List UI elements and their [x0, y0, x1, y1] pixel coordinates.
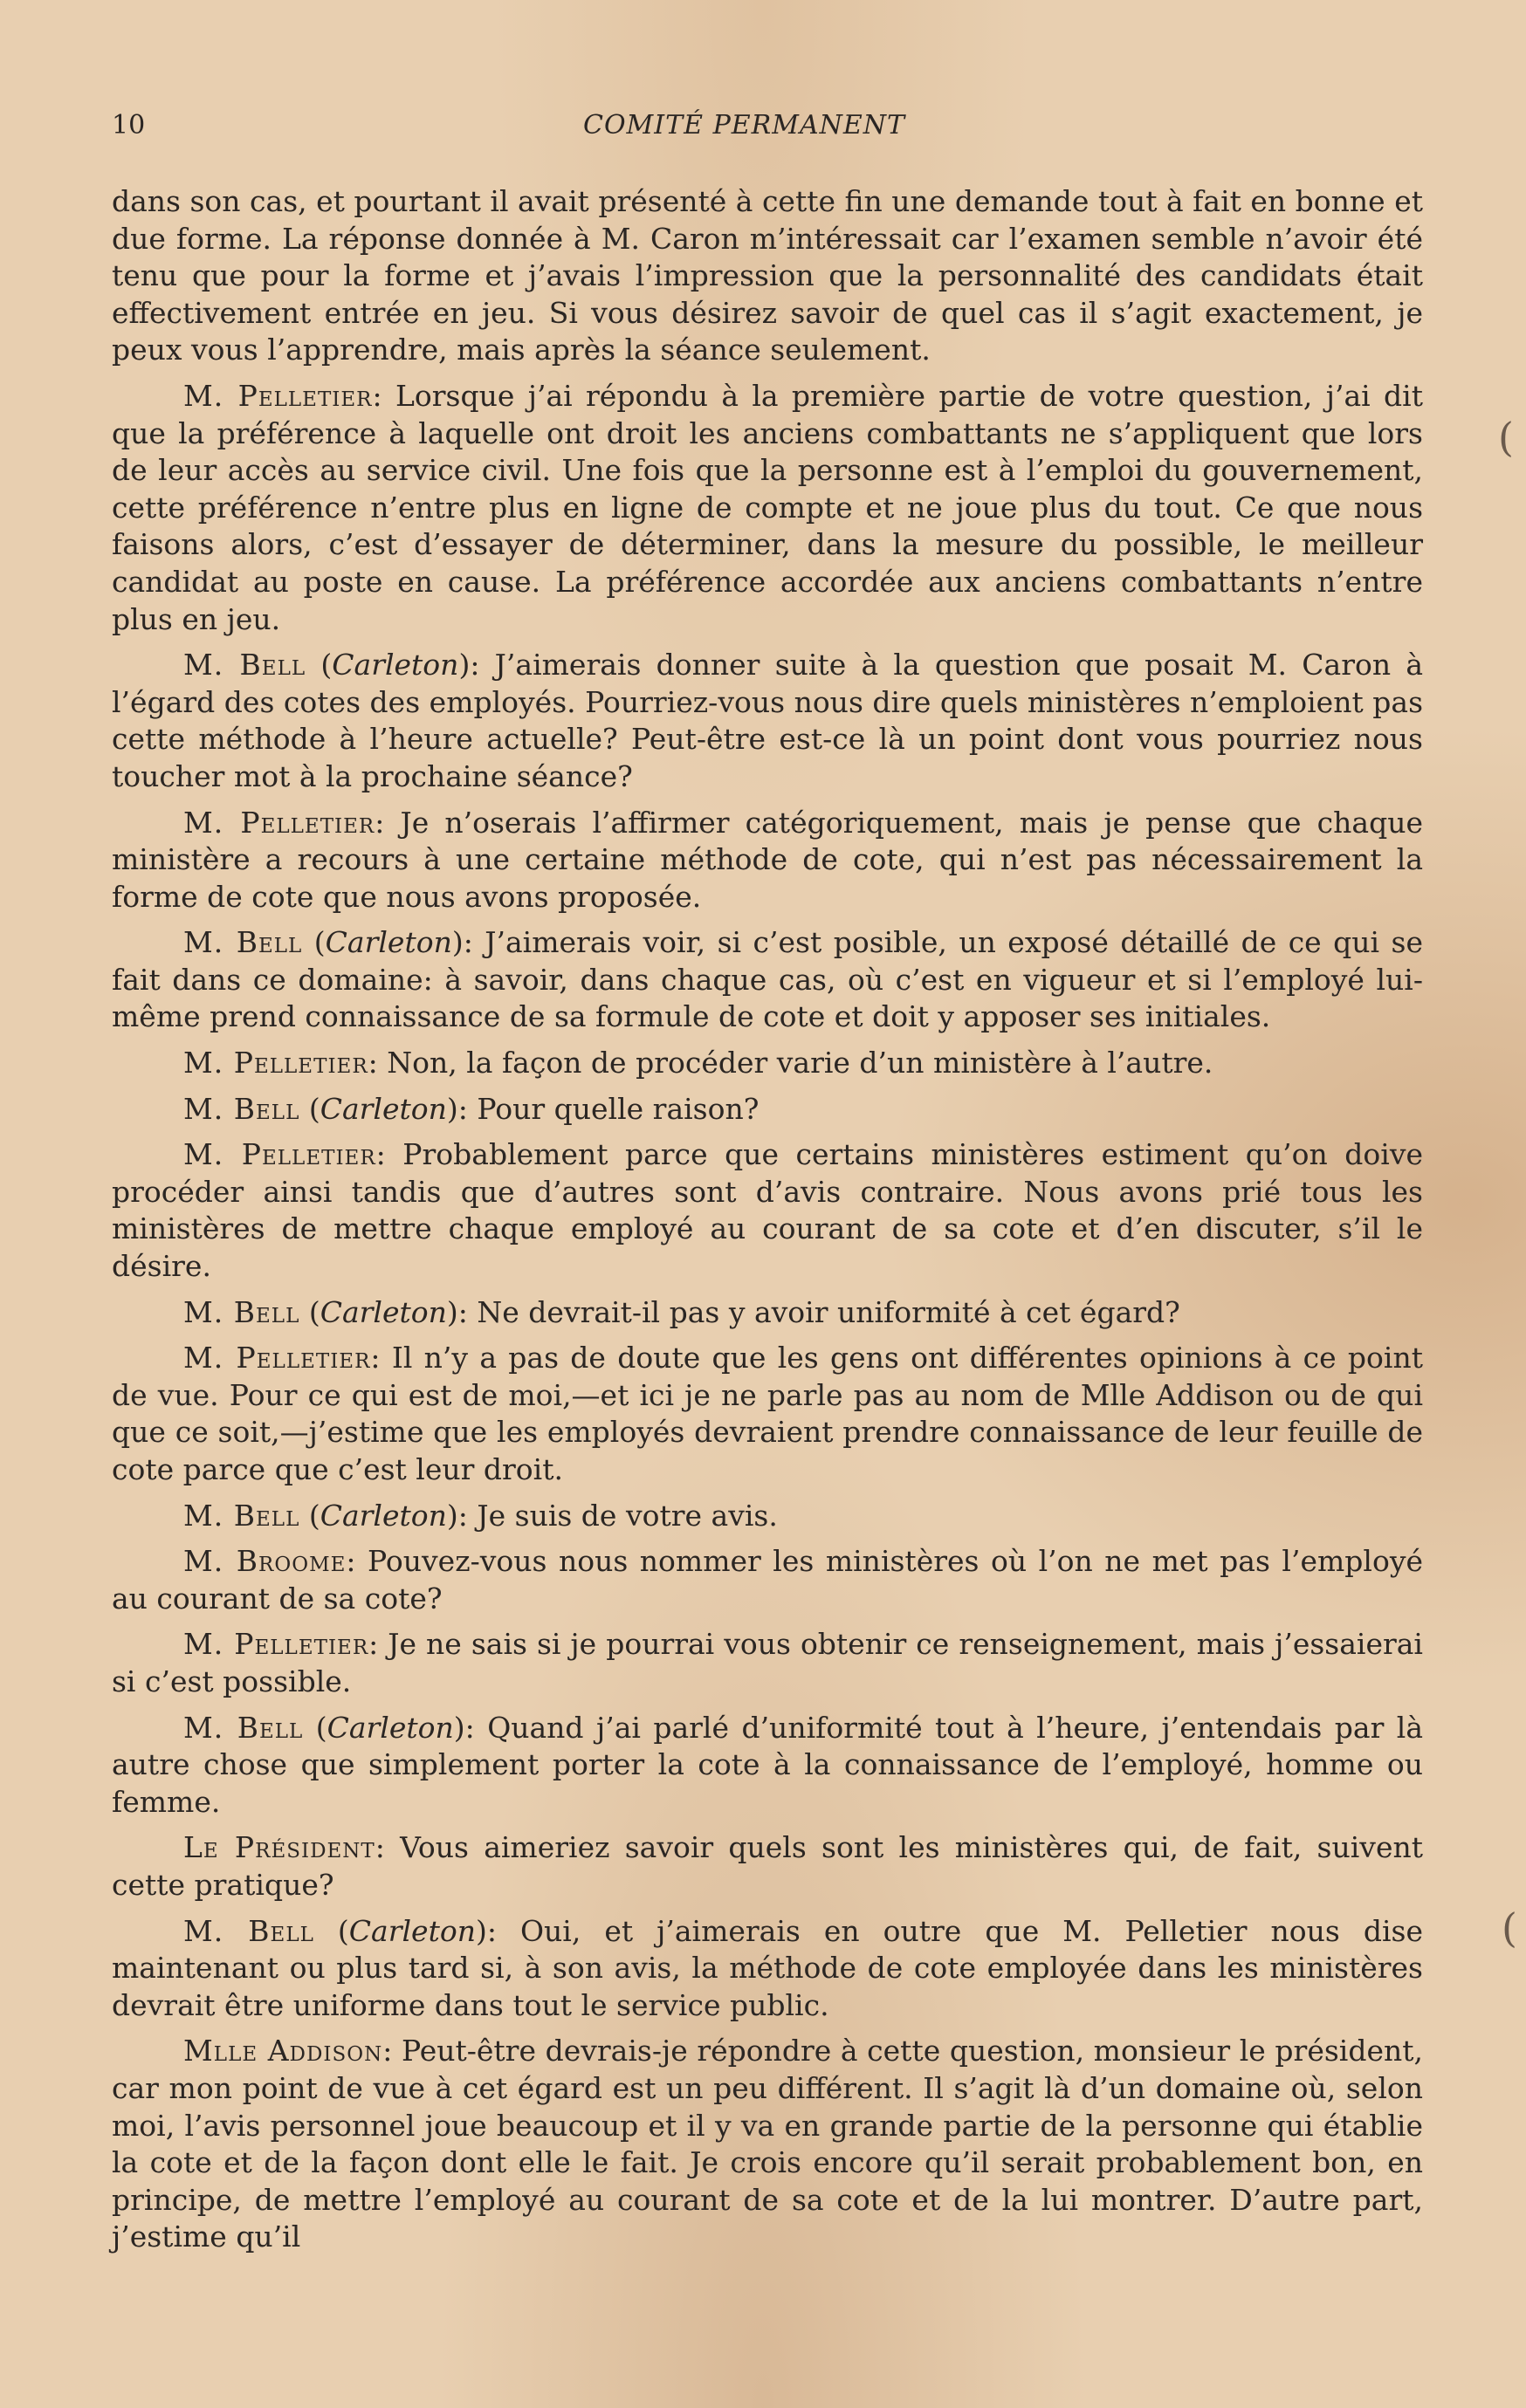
paragraph-text: : Non, la façon de procéder varie d’un ministère à l’autre. [368, 1046, 1213, 1081]
speaker-affiliation: Carleton [327, 1710, 454, 1745]
speaker-name: M. Pelletier [183, 1137, 376, 1172]
paragraph: M. Bell (Carleton): Je suis de votre avis. [183, 1498, 778, 1533]
paragraph [112, 1045, 1423, 1082]
paragraph [112, 2033, 1423, 2256]
paragraph: M. Bell (Carleton): Oui, et j’aimerais en outre que M. Pelletier nous dise maintenant ou plus tard si, à son avis, la méthode de cote employée dans les ministères devrait être uniforme dans tout le service public. [112, 1913, 1424, 2022]
document-page [112, 110, 1423, 2265]
paragraph: M. Bell (Carleton): Ne devrait-il pas y avoir uniformité à cet égard? [183, 1294, 1180, 1329]
paragraph: M. Bell (Carleton): J’aimerais donner suite à la question que posait M. Caron à l’égard des cotes des employés. Pourriez-vous nous dire quels ministères n’emploient pas cette méthode à l’heure actuelle? Peut-être est-ce là un point dont vous pourriez nous toucher mot à la prochaine séance? [112, 648, 1424, 793]
speaker-name: M. Bell [183, 1091, 300, 1126]
paragraph: M. Bell (Carleton): Quand j’ai parlé d’uniformité tout à l’heure, j’entendais par là autre chose que simplement porter la cote à la connaissance de l’employé, homme ou femme. [112, 1710, 1424, 1819]
paragraph [112, 1543, 1423, 1617]
paragraph-text: : Je suis de votre avis. [457, 1498, 778, 1533]
paragraph-text: dans son cas, et pourtant il avait présenté à cette fin une demande tout à fait en bonne et due forme. La réponse donnée à M. Caron m’intéressait car l’examen semble n’avoir été tenu que pour la forme et j’avais l’impression que la personnalité des candidats était effectivement entrée en jeu. Si vous désirez savoir de quel cas il s’agit exactement, je peux vous l’apprendre, mais après la séance seulement. [112, 184, 1423, 367]
body-text [112, 183, 1423, 2256]
margin-mark: ( [1498, 414, 1514, 461]
speaker-name: M. Bell [183, 1498, 300, 1533]
paragraph-text: : Il n’y a pas de doute que les gens ont différentes opinions à ce point de vue. Pour ce qui est de moi,—et ici je ne parle pas au nom de Mlle Addison ou de qui que ce soit,—j’estime que les employés devraient prendre connaissance de leur feuille de cote parce que c’est leur droit. [112, 1341, 1423, 1486]
paragraph-text: : Ne devrait-il pas y avoir uniformité à cet égard? [457, 1294, 1180, 1329]
running-title: COMITÉ PERMANENT [583, 110, 906, 141]
paragraph [112, 805, 1423, 916]
paragraph-text: : Je n’oserais l’affirmer catégoriquement, mais je pense que chaque ministère a recours à une certaine méthode de cote, qui n’est pas nécessairement la forme de cote que nous avons proposée. [112, 805, 1423, 914]
speaker-name: M. Bell [183, 1710, 304, 1745]
speaker-name: M. Bell [183, 648, 306, 683]
speaker-name: M. Bell [183, 925, 303, 960]
paragraph-text: : Peut-être devrais-je répondre à cette question, monsieur le président, car mon point de vue à cet égard est un peu différent. Il s’agit là d’un domaine où, selon moi, l’avis personnel joue beaucoup et il y va en grande partie de la personne qui établie la cote et de la façon dont elle le fait. Je crois encore qu’il serait probablement bon, en principe, de mettre l’employé au courant de sa cote et de la lui montrer. D’autre part, j’estime qu’il [112, 2034, 1423, 2254]
paragraph-text: : Oui, et j’aimerais en outre que M. Pelletier nous dise maintenant ou plus tard si, à son avis, la méthode de cote employée dans les ministères devrait être uniforme dans tout le service public. [112, 1913, 1424, 2022]
margin-mark: ( [1502, 1904, 1517, 1952]
paragraph-text: : Vous aimeriez savoir quels sont les ministères qui, de fait, suivent cette pratique? [112, 1830, 1423, 1902]
speaker-name: M. Pelletier [183, 378, 373, 413]
speaker-affiliation: Carleton [348, 1913, 476, 1948]
paragraph [112, 183, 1423, 369]
speaker-affiliation: Carleton [320, 1091, 447, 1126]
speaker-name: Le Président [183, 1830, 375, 1865]
speaker-name: M. Bell [183, 1294, 300, 1329]
paragraph-text: : Quand j’ai parlé d’uniformité tout à l’heure, j’entendais par là autre chose que simplement porter la cote à la connaissance de l’employé, homme ou femme. [112, 1710, 1424, 1819]
paragraph-text: : Pouvez-vous nous nommer les ministères où l’on ne met pas l’employé au courant de sa cote? [112, 1544, 1424, 1616]
speaker-affiliation: Carleton [320, 1498, 447, 1533]
speaker-name: Mlle Addison [183, 2034, 383, 2068]
paragraph-text: : Lorsque j’ai répondu à la première partie de votre question, j’ai dit que la préférence à laquelle ont droit les anciens combattants ne s’appliquent que lors de leur accès au service civil. Une fois que la personne est à l’emploi du gouvernement, cette préférence n’entre plus en ligne de compte et ne joue plus du tout. Ce que nous faisons alors, c’est d’essayer de déterminer, dans la mesure du possible, le meilleur candidat au poste en cause. La préférence accordée aux anciens combattants n’entre plus en jeu. [112, 378, 1423, 636]
speaker-affiliation: Carleton [332, 648, 459, 683]
paragraph [112, 1136, 1423, 1285]
speaker-affiliation: Carleton [325, 925, 452, 960]
speaker-name: M. Broome [183, 1544, 347, 1579]
page-header [112, 110, 1423, 152]
paragraph: M. Bell (Carleton): Pour quelle raison? [183, 1091, 760, 1126]
paragraph-text: : J’aimerais donner suite à la question que posait M. Caron à l’égard des cotes des employés. Pourriez-vous nous dire quels ministères n’emploient pas cette méthode à l’heure actuelle? Peut-être est-ce là un point dont vous pourriez nous toucher mot à la prochaine séance? [112, 648, 1424, 793]
speaker-affiliation: Carleton [320, 1294, 447, 1329]
speaker-name: M. Pelletier [183, 1046, 368, 1081]
paragraph [112, 1340, 1423, 1488]
paragraph-text: : Je ne sais si je pourrai vous obtenir ce renseignement, mais j’essaierai si c’est possible. [112, 1627, 1423, 1698]
speaker-name: M. Bell [183, 1913, 314, 1948]
paragraph-text: : Probablement parce que certains ministères estiment qu’on doive procéder ainsi tandis que d’autres sont d’avis contraire. Nous avons prié tous les ministères de mettre chaque employé au courant de sa cote et d’en discuter, s’il le désire. [112, 1137, 1424, 1284]
paragraph-text: : J’aimerais voir, si c’est posible, un exposé détaillé de ce qui se fait dans ce domaine: à savoir, dans chaque cas, où c’est en vigueur et si l’employé lui-même prend connaissance de sa formule de cote et doit y apposer ses initiales. [112, 925, 1424, 1034]
speaker-name: M. Pelletier [183, 805, 375, 840]
speaker-name: M. Pelletier [183, 1341, 371, 1376]
paragraph [112, 1626, 1423, 1700]
speaker-name: M. Pelletier [183, 1627, 369, 1662]
paragraph [112, 1829, 1423, 1904]
paragraph-text: : Pour quelle raison? [457, 1091, 760, 1126]
page-number: 10 [112, 110, 146, 141]
paragraph [112, 378, 1423, 638]
paragraph: M. Bell (Carleton): J’aimerais voir, si c’est posible, un exposé détaillé de ce qui se fait dans ce domaine: à savoir, dans chaque cas, où c’est en vigueur et si l’employé lui-même prend connaissance de sa formule de cote et doit y apposer ses initiales. [112, 925, 1424, 1034]
